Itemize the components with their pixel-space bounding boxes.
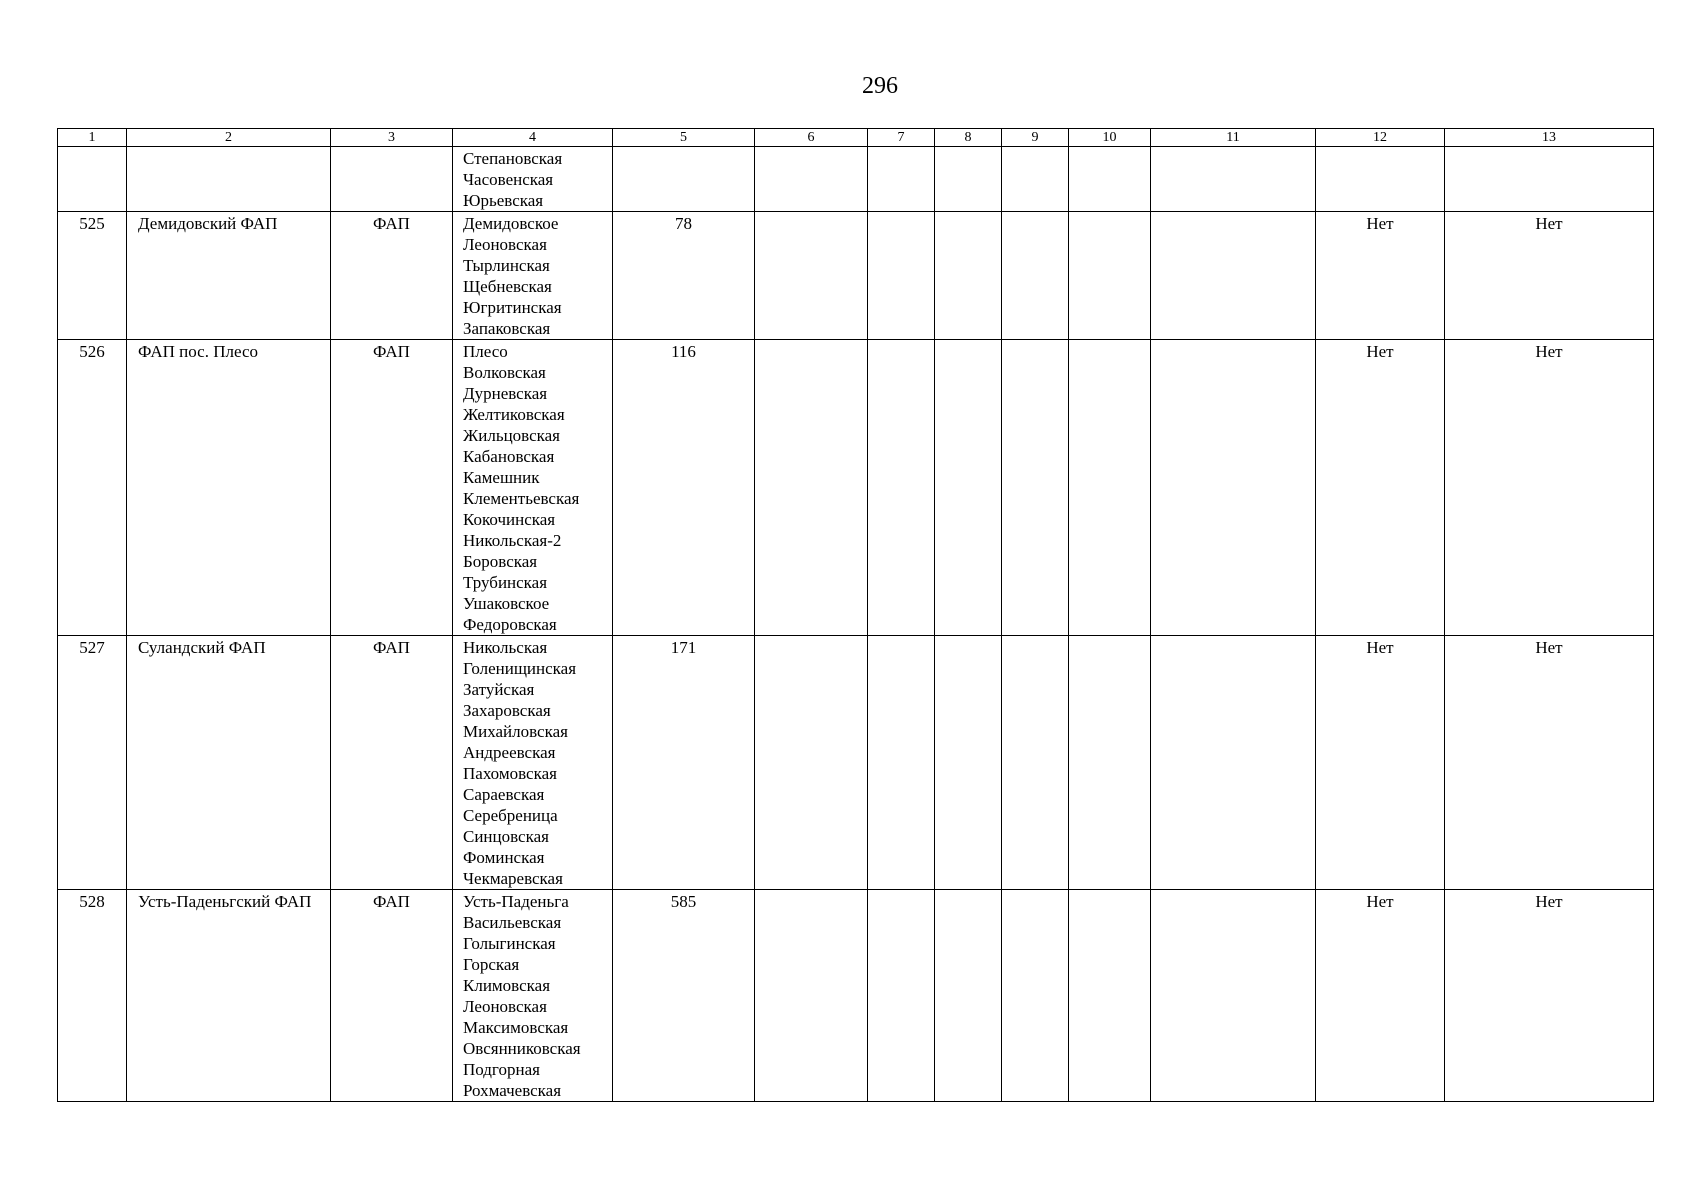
column-header: 5 [613,129,755,147]
population-cell: 78 [613,212,755,340]
settlement-name: Васильевская [463,913,562,932]
settlement-name: Волковская [463,363,546,382]
empty-cell-col-11 [1151,340,1316,636]
settlement-name: Часовенская [463,170,554,189]
settlement-name: Никольская-2 [463,531,562,550]
settlements-cell [453,147,613,212]
settlement-name: Жильцовская [463,426,561,445]
settlement-name: Щебневская [463,277,552,296]
settlement-name: Клементьевская [463,489,580,508]
settlement-name: Камешник [463,468,540,487]
empty-cell-col-10 [1069,212,1151,340]
col12-cell [1316,147,1445,212]
empty-cell-col-6 [755,890,868,1102]
facility-type-cell: ФАП [331,890,453,1102]
settlement-name: Сараевская [463,785,545,804]
empty-cell-col-8 [935,890,1002,1102]
settlement-name: Юрьевская [463,191,544,210]
settlement-name: Дурневская [463,384,548,403]
table-row [58,340,1654,636]
settlement-name: Андреевская [463,743,556,762]
empty-cell-col-7 [868,147,935,212]
empty-cell-col-9 [1002,340,1069,636]
settlement-name: Леоновская [463,235,547,254]
empty-cell-col-11 [1151,147,1316,212]
empty-cell-col-7 [868,212,935,340]
settlement-name: Голыгинская [463,934,556,953]
column-header: 7 [868,129,935,147]
row-number-cell: 525 [58,212,127,340]
table-row [58,147,1654,212]
settlement-name: Желтиковская [463,405,565,424]
settlement-name: Климовская [463,976,551,995]
empty-cell-col-7 [868,890,935,1102]
row-number-cell: 528 [58,890,127,1102]
settlement-name: Захаровская [463,701,551,720]
empty-cell-col-6 [755,340,868,636]
facility-type-cell: ФАП [331,212,453,340]
facility-name-cell [127,147,331,212]
column-header: 4 [453,129,613,147]
col12-cell: Нет [1316,212,1445,340]
col13-cell [1445,147,1654,212]
empty-cell-col-8 [935,212,1002,340]
empty-cell-col-9 [1002,212,1069,340]
col13-cell: Нет [1445,340,1654,636]
settlement-name: Тырлинская [463,256,550,275]
facility-type-cell: ФАП [331,636,453,890]
table-body [58,147,1654,1102]
settlement-name: Плесо [463,342,508,361]
settlement-name: Никольская [463,638,548,657]
settlement-name: Югритинская [463,298,562,317]
facility-name-cell: ФАП пос. Плесо [127,340,331,636]
row-number-cell: 526 [58,340,127,636]
table-row [58,890,1654,1102]
settlement-name: Демидовское [463,214,559,233]
empty-cell-col-7 [868,340,935,636]
column-header: 6 [755,129,868,147]
settlement-name: Пахомовская [463,764,557,783]
population-cell: 585 [613,890,755,1102]
settlement-name: Овсянниковская [463,1039,581,1058]
facility-name-cell: Демидовский ФАП [127,212,331,340]
settlements-cell [453,212,613,340]
empty-cell-col-7 [868,636,935,890]
empty-cell-col-9 [1002,636,1069,890]
column-header: 3 [331,129,453,147]
settlement-name: Кокочинская [463,510,556,529]
col13-cell: Нет [1445,212,1654,340]
empty-cell-col-10 [1069,147,1151,212]
settlement-name: Степановская [463,149,563,168]
settlement-name: Подгорная [463,1060,540,1079]
facility-name-cell: Суландский ФАП [127,636,331,890]
settlement-name: Трубинская [463,573,548,592]
registry-table [57,128,1654,1102]
col12-cell: Нет [1316,636,1445,890]
settlement-name: Федоровская [463,615,557,634]
settlement-name: Серебреница [463,806,558,825]
settlement-name: Боровская [463,552,538,571]
header-row [58,129,1654,147]
settlement-name: Синцовская [463,827,549,846]
settlement-name: Ушаковское [463,594,550,613]
facility-type-cell: ФАП [331,340,453,636]
facility-type-cell [331,147,453,212]
population-cell [613,147,755,212]
empty-cell-col-11 [1151,636,1316,890]
settlement-name: Фоминская [463,848,545,867]
facility-name-cell: Усть-Паденьгский ФАП [127,890,331,1102]
empty-cell-col-11 [1151,212,1316,340]
empty-cell-col-10 [1069,340,1151,636]
column-header: 13 [1445,129,1654,147]
settlement-name: Запаковская [463,319,551,338]
empty-cell-col-6 [755,212,868,340]
table-row [58,636,1654,890]
page-number: 296 [862,73,898,99]
settlements-cell [453,340,613,636]
empty-cell-col-8 [935,147,1002,212]
population-cell: 116 [613,340,755,636]
settlement-name: Усть-Паденьга [463,892,569,911]
settlement-name: Рохмачевская [463,1081,562,1100]
empty-cell-col-10 [1069,636,1151,890]
population-cell: 171 [613,636,755,890]
column-header: 10 [1069,129,1151,147]
empty-cell-col-10 [1069,890,1151,1102]
settlements-cell [453,890,613,1102]
col13-cell: Нет [1445,636,1654,890]
empty-cell-col-9 [1002,147,1069,212]
settlement-name: Леоновская [463,997,547,1016]
column-header: 8 [935,129,1002,147]
col13-cell: Нет [1445,890,1654,1102]
row-number-cell [58,147,127,212]
column-header: 1 [58,129,127,147]
table-header [58,129,1654,147]
column-header: 2 [127,129,331,147]
column-header: 11 [1151,129,1316,147]
settlement-name: Максимовская [463,1018,569,1037]
settlement-name: Михайловская [463,722,568,741]
empty-cell-col-8 [935,636,1002,890]
column-header: 12 [1316,129,1445,147]
row-number-cell: 527 [58,636,127,890]
empty-cell-col-6 [755,636,868,890]
settlement-name: Кабановская [463,447,555,466]
settlement-name: Чекмаревская [463,869,563,888]
empty-cell-col-8 [935,340,1002,636]
settlement-name: Горская [463,955,520,974]
empty-cell-col-6 [755,147,868,212]
settlement-name: Голенищинская [463,659,577,678]
column-header: 9 [1002,129,1069,147]
col12-cell: Нет [1316,340,1445,636]
col12-cell: Нет [1316,890,1445,1102]
empty-cell-col-11 [1151,890,1316,1102]
settlement-name: Затуйская [463,680,535,699]
table-row [58,212,1654,340]
settlements-cell [453,636,613,890]
empty-cell-col-9 [1002,890,1069,1102]
